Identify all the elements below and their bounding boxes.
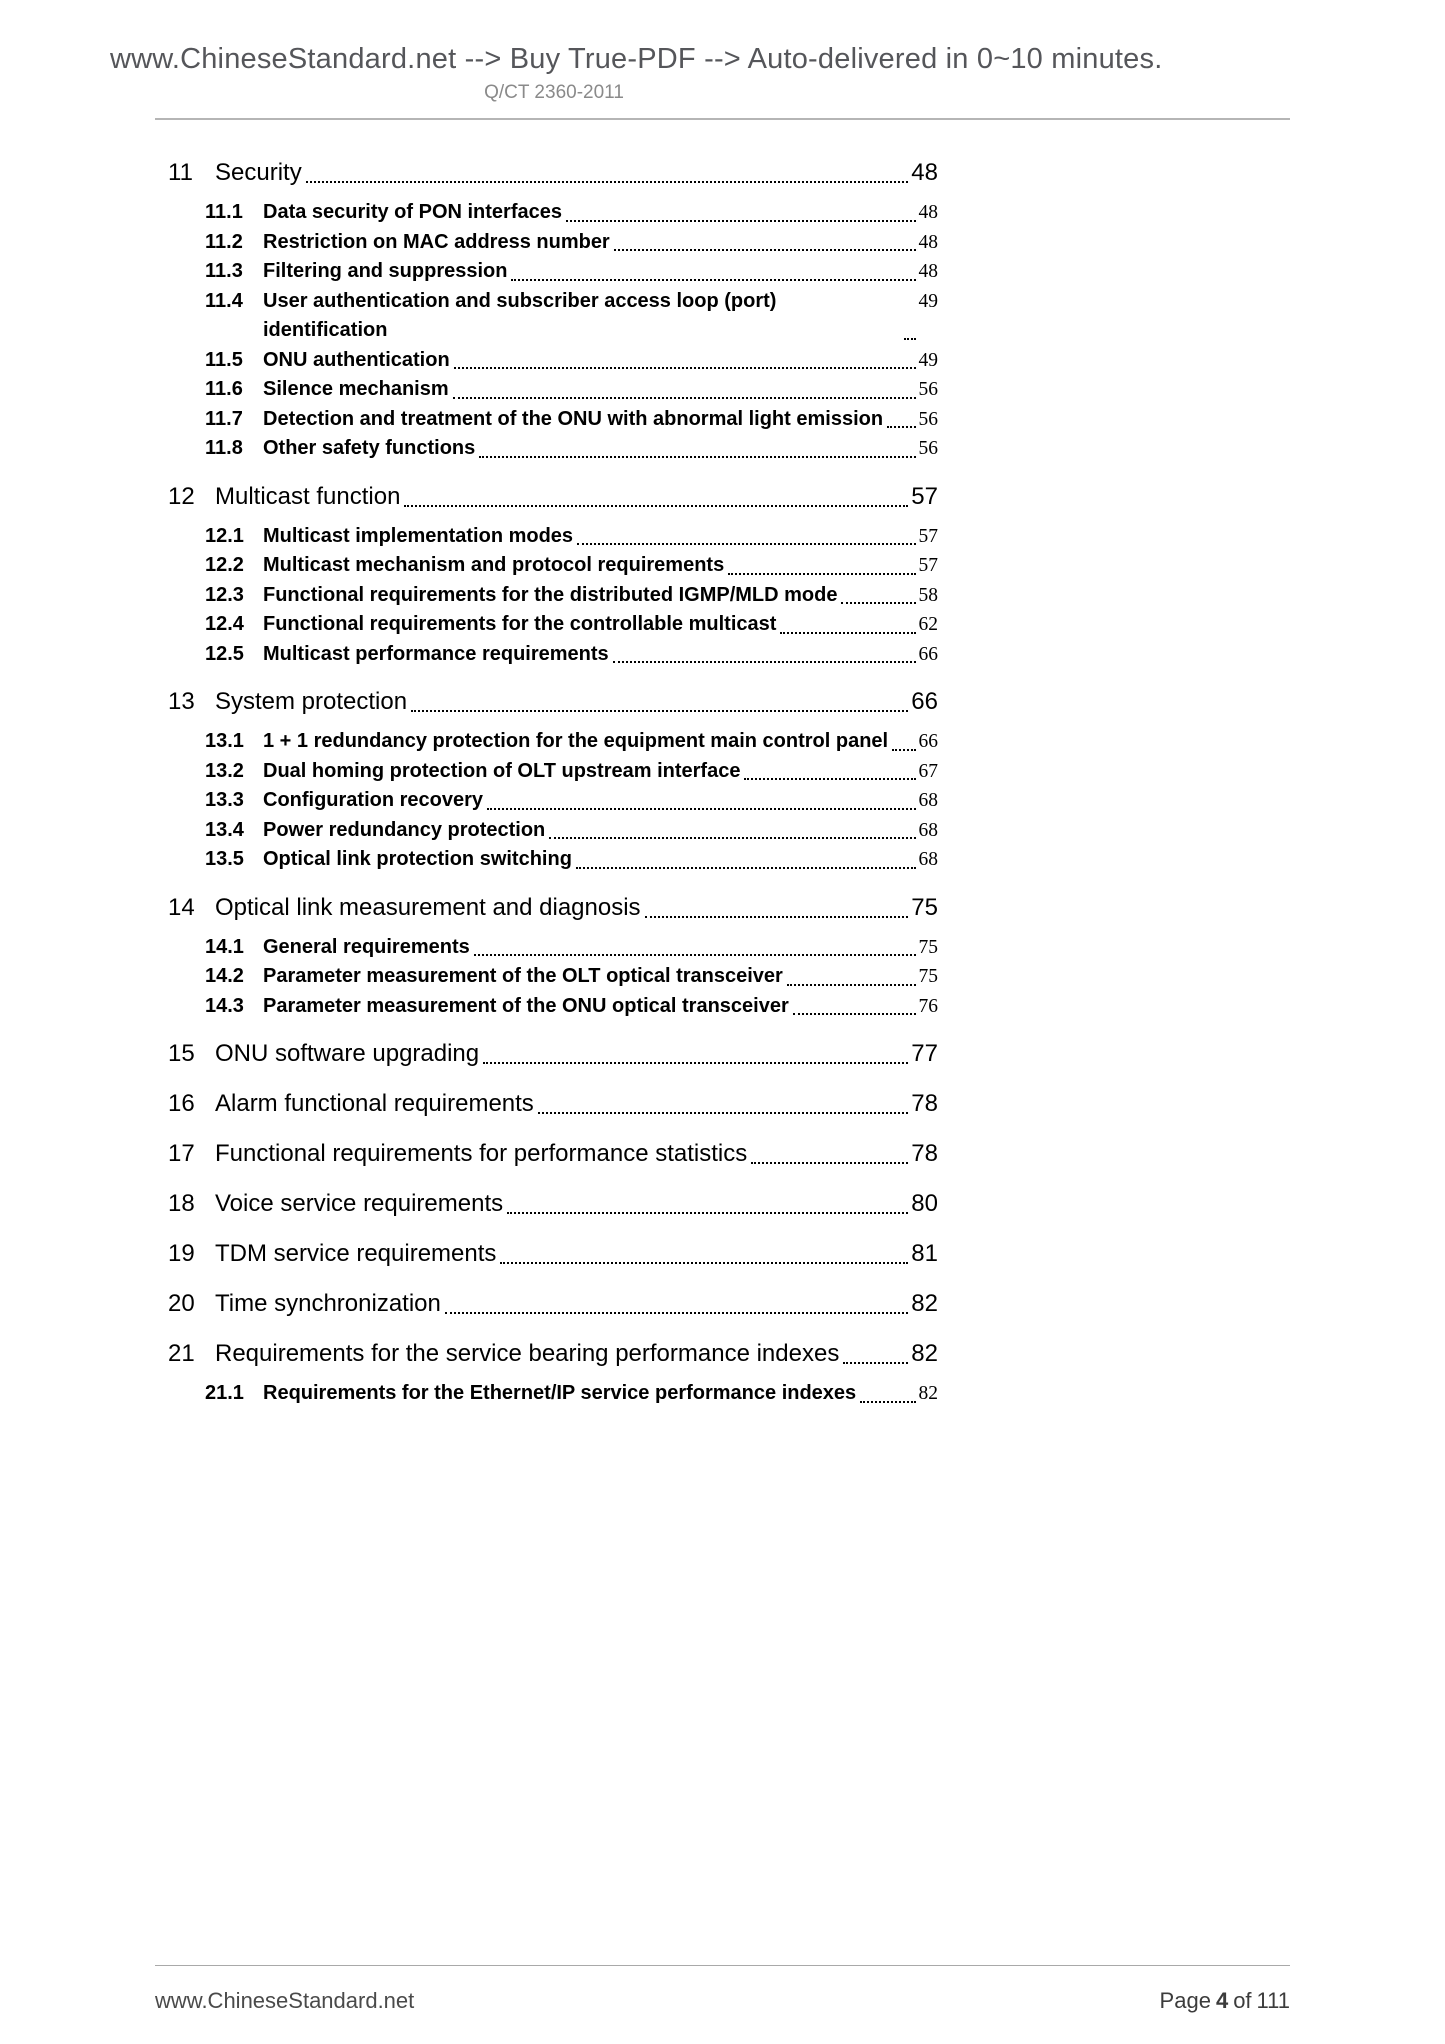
toc-leader-dots (487, 808, 915, 810)
toc-entry-page: 80 (911, 1190, 938, 1217)
toc-leader-dots (613, 661, 916, 663)
toc-entry-number: 21.1 (205, 1382, 244, 1404)
toc-leader-dots (511, 279, 915, 281)
toc-entry-page: 67 (918, 760, 938, 782)
toc-entry[interactable] (168, 933, 938, 963)
toc-entry[interactable] (168, 685, 938, 719)
toc-leader-dots (841, 602, 915, 604)
toc-entry-number: 11.6 (205, 378, 243, 400)
toc-entry-title: System protection (215, 688, 408, 715)
toc-entry-number: 13.5 (205, 848, 244, 870)
toc-leader-dots (780, 632, 915, 634)
toc-entry[interactable] (168, 891, 938, 925)
toc-entry-title: ONU software upgrading (215, 1040, 480, 1067)
toc-entry-title: Other safety functions (263, 437, 476, 459)
footer-page-of: of (1233, 1988, 1252, 2013)
toc-entry-title: Multicast implementation modes (263, 524, 574, 547)
toc-entry-title: Time synchronization (215, 1290, 441, 1317)
toc-leader-dots (751, 1162, 908, 1164)
toc-entry[interactable] (168, 156, 938, 190)
toc-entry-page: 58 (918, 584, 938, 606)
toc-entry[interactable] (168, 727, 938, 757)
toc-entry[interactable] (168, 640, 938, 670)
toc-entry-title: ONU authentication (263, 348, 450, 371)
toc-entry-title: Configuration recovery (263, 789, 484, 811)
toc-entry[interactable] (168, 1087, 938, 1121)
toc-leader-dots (445, 1312, 908, 1314)
toc-leader-dots (793, 1013, 916, 1015)
toc-entry-page: 75 (918, 966, 938, 987)
toc-entry-title: Dual homing protection of OLT upstream interface (263, 759, 741, 782)
toc-entry[interactable] (168, 198, 938, 228)
toc-leader-dots (538, 1112, 908, 1114)
toc-leader-dots (892, 749, 915, 751)
toc-entry-title: Multicast performance requirements (263, 642, 609, 665)
toc-entry-number: 15 (168, 1040, 195, 1067)
toc-entry-title: General requirements (263, 935, 470, 958)
toc-leader-dots (507, 1212, 908, 1214)
footer-page-number: 4 (1215, 1988, 1229, 2013)
toc-entry-page: 48 (918, 261, 938, 282)
toc-entry[interactable] (168, 1287, 938, 1321)
toc-entry-number: 12.1 (205, 524, 244, 547)
toc-entry-title: Alarm functional requirements (215, 1090, 534, 1117)
toc-entry-page: 48 (918, 202, 938, 223)
toc-entry-number: 20 (168, 1290, 195, 1317)
toc-entry[interactable] (168, 962, 938, 992)
toc-entry-number: 16 (168, 1090, 195, 1117)
toc-leader-dots (479, 456, 915, 458)
toc-entry-page: 78 (911, 1090, 938, 1117)
toc-entry-number: 12.3 (205, 583, 244, 606)
toc-entry-page: 66 (918, 643, 938, 665)
toc-entry-page: 49 (918, 349, 938, 371)
toc-entry-number: 11.8 (205, 437, 243, 459)
header-block (110, 42, 1163, 104)
toc-entry-title: Filtering and suppression (263, 260, 508, 282)
toc-entry[interactable] (168, 228, 938, 258)
toc-entry-number: 19 (168, 1240, 195, 1267)
toc-leader-dots (500, 1262, 908, 1264)
toc-entry-page: 68 (918, 849, 938, 870)
toc-entry-number: 21 (168, 1340, 195, 1367)
header-divider (155, 118, 1290, 120)
toc-entry-title: User authentication and subscriber access loop (port) identification (263, 289, 777, 341)
toc-entry-number: 14.1 (205, 935, 244, 958)
toc-entry-number: 11.2 (205, 230, 243, 253)
toc-entry-page: 56 (918, 379, 938, 400)
toc-entry-title: Functional requirements for performance statistics (215, 1140, 748, 1167)
toc-entry-number: 12.2 (205, 554, 244, 576)
toc-leader-dots (483, 1062, 908, 1064)
toc-leader-dots (411, 710, 908, 712)
toc-leader-dots (843, 1362, 908, 1364)
toc-entry-page: 48 (911, 159, 938, 186)
toc-entry-title: Multicast mechanism and protocol requirements (263, 554, 725, 576)
page-header (110, 42, 1290, 120)
toc-entry[interactable] (168, 287, 938, 346)
toc-entry-page: 68 (918, 790, 938, 811)
toc-entry-number: 11.7 (205, 407, 243, 430)
toc-entry-page: 82 (918, 1383, 938, 1404)
toc-entry-title: Multicast function (215, 482, 401, 510)
toc-entry-title: Functional requirements for the distributed IGMP/MLD mode (263, 583, 838, 606)
toc-leader-dots (576, 867, 916, 869)
toc-entry[interactable] (168, 786, 938, 816)
toc-entry-number: 14.3 (205, 994, 244, 1017)
toc-entry-title: TDM service requirements (215, 1240, 497, 1267)
toc-entry-number: 11 (168, 159, 193, 186)
toc-entry-page: 68 (918, 819, 938, 841)
toc-entry[interactable] (168, 845, 938, 875)
toc-leader-dots (614, 249, 916, 251)
toc-entry[interactable] (168, 1379, 938, 1409)
toc-entry-title: Optical link measurement and diagnosis (215, 893, 641, 921)
toc-entry[interactable] (168, 816, 938, 846)
toc-entry[interactable] (168, 551, 938, 581)
toc-entry-page: 82 (911, 1290, 938, 1317)
toc-entry[interactable] (168, 1187, 938, 1221)
toc-entry-page: 81 (911, 1240, 938, 1267)
toc-entry-title: Detection and treatment of the ONU with abnormal light emission (263, 407, 884, 430)
toc-entry[interactable] (168, 257, 938, 287)
toc-entry-title: Functional requirements for the controllable multicast (263, 613, 777, 635)
footer-page-indicator (1155, 1988, 1290, 2014)
toc-entry-page: 82 (911, 1340, 938, 1367)
toc-entry-number: 12.4 (205, 613, 244, 635)
toc-entry-page: 48 (918, 231, 938, 253)
toc-entry-page: 66 (918, 731, 938, 752)
toc-entry[interactable] (168, 346, 938, 376)
toc-entry-title: Parameter measurement of the ONU optical transceiver (263, 994, 789, 1017)
toc-leader-dots (566, 220, 916, 222)
toc-entry-page: 56 (918, 408, 938, 430)
toc-entry[interactable] (168, 581, 938, 611)
footer-page-prefix: Page (1159, 1988, 1211, 2013)
toc-entry-title: Optical link protection switching (263, 848, 572, 870)
toc-entry-number: 11.5 (205, 348, 243, 371)
toc-entry[interactable] (168, 610, 938, 640)
toc-entry-page: 57 (918, 525, 938, 547)
toc-entry-page: 78 (911, 1140, 938, 1167)
toc-entry-page: 57 (918, 555, 938, 576)
toc-entry-number: 13.2 (205, 759, 244, 782)
toc-entry-number: 13 (168, 688, 195, 715)
toc-entry-title: Restriction on MAC address number (263, 230, 610, 253)
toc-entry-number: 12.5 (205, 642, 244, 665)
toc-leader-dots (787, 984, 916, 986)
toc-entry-number: 17 (168, 1140, 195, 1167)
toc-entry[interactable] (168, 992, 938, 1022)
document-number: Q/CT 2360-2011 (484, 82, 624, 103)
toc-entry-title: Silence mechanism (263, 378, 449, 400)
toc-entry-title: Voice service requirements (215, 1190, 504, 1217)
footer-site-text: www.ChineseStandard.net (155, 1988, 415, 2013)
toc-entry[interactable] (168, 1237, 938, 1271)
toc-entry-page: 75 (918, 936, 938, 958)
toc-leader-dots (744, 778, 915, 780)
toc-entry-number: 11.4 (205, 289, 243, 312)
toc-entry[interactable] (168, 1037, 938, 1071)
toc-entry-page: 49 (918, 290, 938, 312)
toc-entry-page: 77 (911, 1040, 938, 1067)
toc-entry-page: 76 (918, 995, 938, 1017)
toc-entry[interactable] (168, 480, 938, 514)
toc-entry-title: Parameter measurement of the OLT optical transceiver (263, 965, 783, 987)
toc-entry-page: 66 (911, 688, 938, 715)
toc-leader-dots (453, 397, 916, 399)
toc-entry[interactable] (168, 1137, 938, 1171)
toc-entry[interactable] (168, 405, 938, 435)
toc-entry-title: Requirements for the Ethernet/IP service performance indexes (263, 1382, 857, 1404)
toc-entry-number: 13.3 (205, 789, 244, 811)
toc-entry-number: 14 (168, 893, 195, 921)
toc-entry[interactable] (168, 375, 938, 405)
toc-leader-dots (887, 426, 915, 428)
toc (168, 140, 938, 1409)
toc-leader-dots (404, 505, 908, 507)
toc-entry-title: Security (215, 159, 302, 186)
footer-page-total: 111 (1256, 1988, 1290, 2013)
toc-entry-number: 13.4 (205, 818, 244, 841)
toc-leader-dots (577, 543, 915, 545)
toc-entry-page: 57 (911, 482, 938, 510)
page-footer (155, 1965, 1290, 2014)
toc-entry-title: 1 + 1 redundancy protection for the equipment main control panel (263, 730, 889, 752)
toc-entry[interactable] (168, 434, 938, 464)
toc-entry[interactable] (168, 1337, 938, 1371)
toc-entry-title: Requirements for the service bearing performance indexes (215, 1340, 840, 1367)
toc-entry-page: 62 (918, 614, 938, 635)
toc-leader-dots (645, 916, 909, 918)
toc-entry-number: 11.1 (205, 201, 243, 223)
toc-entry-page: 75 (911, 893, 938, 921)
toc-entry-number: 13.1 (205, 730, 244, 752)
toc-leader-dots (728, 573, 915, 575)
toc-entry-page: 56 (918, 438, 938, 459)
toc-entry-number: 11.3 (205, 260, 243, 282)
toc-entry-title: Data security of PON interfaces (263, 201, 562, 223)
header-banner: www.ChineseStandard.net --> Buy True-PDF --> Auto-delivered in 0~10 minutes. (110, 43, 1163, 75)
toc-leader-dots (306, 181, 909, 183)
toc-leader-dots (474, 954, 916, 956)
toc-leader-dots (904, 338, 916, 340)
toc-leader-dots (549, 837, 915, 839)
toc-entry-title: Power redundancy protection (263, 818, 546, 841)
toc-entry-number: 12 (168, 482, 195, 510)
toc-entry-number: 14.2 (205, 965, 244, 987)
toc-leader-dots (454, 367, 916, 369)
toc-entry[interactable] (168, 522, 938, 552)
toc-entry-number: 18 (168, 1190, 195, 1217)
toc-entry[interactable] (168, 757, 938, 787)
toc-leader-dots (860, 1401, 915, 1403)
